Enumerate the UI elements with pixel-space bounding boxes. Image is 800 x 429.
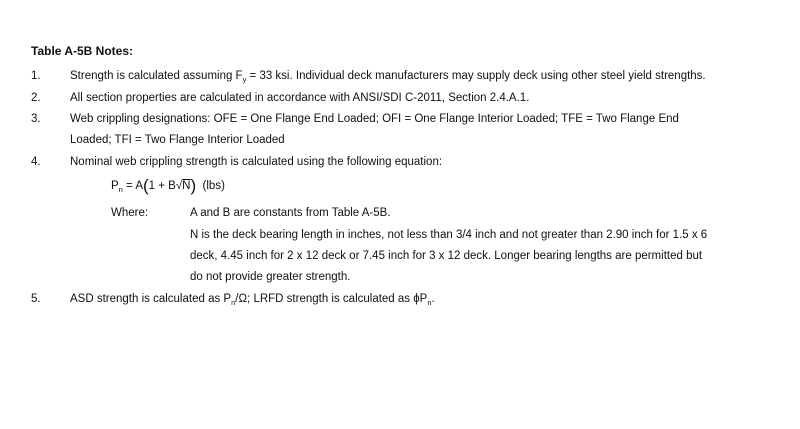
note-2-text: All section properties are calculated in accordance with ANSI/SDI C-2011, Section 2.4.A.1.	[70, 92, 530, 104]
note-5-number: 5.	[31, 293, 41, 305]
note-4-number: 4.	[31, 156, 41, 168]
where-line-3: deck, 4.45 inch for 2 x 12 deck or 7.45 inch for 3 x 12 deck. Longer bearing lengths are permitted but	[190, 250, 703, 262]
where-label: Where:	[111, 207, 149, 219]
note-3-number: 3.	[31, 113, 41, 125]
where-line-1: A and B are constants from Table A-5B.	[190, 207, 391, 219]
notes-heading: Table A-5B Notes:	[31, 44, 134, 58]
note-3-line-2: Loaded; TFI = Two Flange Interior Loaded	[70, 134, 285, 146]
note-3-line-1: Web crippling designations: OFE = One Flange End Loaded; OFI = One Flange Interior Loaded; TFE = Two Flange End	[70, 113, 679, 125]
note-1-text: Strength is calculated assuming $F_y = 33$ ksi. Individual deck manufacturers may supply deck using other steel yield strengths.	[70, 70, 706, 84]
note-4-text: Nominal web crippling strength is calculated using the following equation:	[70, 156, 443, 168]
note-2-number: 2.	[31, 92, 41, 104]
note-1-number: 1.	[31, 70, 41, 82]
web-crippling-equation: $P_n = A(1 + B√N)$ (lbs)	[111, 176, 225, 195]
note-5-text: ASD strength is calculated as $P_n/\Omega$; LRFD strength is calculated as $\phi P_n$.	[70, 293, 435, 307]
where-line-2: N is the deck bearing length in inches, not less than 3/4 inch and not greater than 2.90 inch for 1.5 x 6	[190, 229, 708, 241]
where-line-4: do not provide greater strength.	[190, 271, 351, 283]
